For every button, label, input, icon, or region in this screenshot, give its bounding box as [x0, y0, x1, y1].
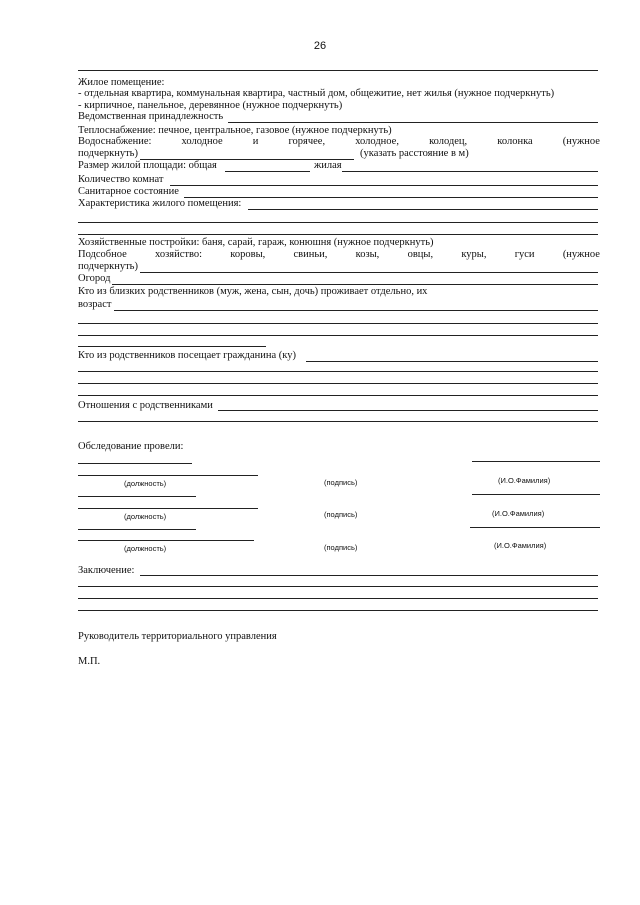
survey-title: Обследование провели:	[78, 441, 184, 452]
departmental-field[interactable]	[228, 122, 598, 123]
garden-field[interactable]	[112, 284, 598, 285]
conclusion-line[interactable]	[78, 610, 598, 611]
farm-field[interactable]	[140, 272, 598, 273]
survey-name-line[interactable]	[472, 494, 600, 495]
survey-position-line[interactable]	[78, 475, 258, 476]
survey-name-caption: (И.О.Фамилия)	[494, 541, 547, 550]
relations-line[interactable]	[78, 421, 598, 422]
farm-row	[78, 249, 600, 261]
relatives-age-label: возраст	[78, 299, 112, 310]
water-word: и	[252, 136, 259, 147]
area-total-field[interactable]	[225, 171, 310, 172]
departmental-label: Ведомственная принадлежность	[78, 111, 224, 122]
farm-word: козы,	[355, 249, 380, 260]
water-word: (нужное	[562, 136, 600, 147]
visits-line[interactable]	[78, 395, 598, 396]
survey-extra-line[interactable]	[78, 529, 196, 530]
water-word: холодное,	[355, 136, 399, 147]
outbuildings-line: Хозяйственные постройки: баня, сарай, гараж, конюшня (нужное подчеркнуть)	[78, 237, 434, 248]
survey-position-caption: (должность)	[124, 544, 167, 553]
survey-position-line[interactable]	[78, 508, 258, 509]
survey-name-caption: (И.О.Фамилия)	[492, 509, 545, 518]
conclusion-field[interactable]	[140, 575, 598, 576]
visits-line[interactable]	[78, 383, 598, 384]
survey-signature-caption: (подпись)	[324, 543, 358, 552]
area-living-field[interactable]	[342, 171, 598, 172]
survey-signature-caption: (подпись)	[324, 478, 358, 487]
stamp-label: М.П.	[78, 656, 101, 667]
relatives-line[interactable]	[78, 323, 598, 324]
survey-signature-caption: (подпись)	[324, 510, 358, 519]
rooms-field[interactable]	[170, 185, 598, 186]
farm-line2: подчеркнуть)	[78, 261, 138, 272]
housing-type-line: - отдельная квартира, коммунальная квартира, частный дом, общежитие, нет жилья (нужное подчеркнуть)	[78, 88, 555, 99]
water-word: колонка	[497, 136, 533, 147]
water-word: холодное	[181, 136, 223, 147]
visits-line[interactable]	[78, 371, 598, 372]
water-line2: подчеркнуть)	[78, 148, 138, 159]
farm-word: гуси	[514, 249, 535, 260]
water-word: Водоснабжение:	[78, 136, 152, 147]
water-word: колодец,	[429, 136, 468, 147]
farm-word: Подсобное	[78, 249, 127, 260]
relations-label: Отношения с родственниками	[78, 400, 213, 411]
survey-position-caption: (должность)	[124, 512, 167, 521]
farm-word: куры,	[461, 249, 487, 260]
relations-field[interactable]	[218, 410, 598, 411]
farm-word: (нужное	[562, 249, 600, 260]
farm-word: овцы,	[407, 249, 434, 260]
distance-note: (указать расстояние в м)	[360, 148, 469, 159]
survey-extra-line[interactable]	[78, 463, 192, 464]
conclusion-line[interactable]	[78, 586, 598, 587]
top-rule	[78, 70, 598, 71]
farm-word: свиньи,	[293, 249, 328, 260]
farm-word: коровы,	[230, 249, 266, 260]
survey-extra-line[interactable]	[78, 496, 196, 497]
water-supply-row	[78, 136, 600, 148]
visits-label: Кто из родственников посещает гражданина (ку)	[78, 350, 296, 361]
housing-title: Жилое помещение:	[78, 77, 165, 88]
head-label: Руководитель территориального управления	[78, 631, 277, 642]
conclusion-label: Заключение:	[78, 565, 135, 576]
survey-name-line[interactable]	[470, 527, 600, 528]
sanitary-label: Санитарное состояние	[78, 186, 179, 197]
survey-position-caption: (должность)	[124, 479, 167, 488]
survey-name-line[interactable]	[472, 461, 600, 462]
survey-name-caption: (И.О.Фамилия)	[498, 476, 551, 485]
page-number: 26	[313, 40, 327, 52]
relatives-separate-line: Кто из близких родственников (муж, жена, сын, дочь) проживает отдельно, их	[78, 286, 428, 297]
area-label: Размер жилой площади: общая	[78, 160, 217, 171]
conclusion-line[interactable]	[78, 598, 598, 599]
farm-word: хозяйство:	[155, 249, 203, 260]
survey-position-line[interactable]	[78, 540, 254, 541]
rooms-label: Количество комнат	[78, 174, 164, 185]
visits-field[interactable]	[306, 361, 598, 362]
characteristics-label: Характеристика жилого помещения:	[78, 198, 242, 209]
area-living-label: жилая	[314, 160, 342, 171]
relatives-line[interactable]	[78, 346, 266, 347]
sanitary-field[interactable]	[184, 197, 598, 198]
water-word: горячее,	[288, 136, 326, 147]
relatives-age-field[interactable]	[114, 310, 598, 311]
relatives-line[interactable]	[78, 335, 598, 336]
heating-line: Теплоснабжение: печное, центральное, газовое (нужное подчеркнуть)	[78, 125, 392, 136]
characteristics-line[interactable]	[78, 234, 598, 235]
garden-label: Огород	[78, 273, 111, 284]
housing-material-line: - кирпичное, панельное, деревянное (нужное подчеркнуть)	[78, 100, 343, 111]
characteristics-field[interactable]	[248, 209, 598, 210]
characteristics-line[interactable]	[78, 222, 598, 223]
